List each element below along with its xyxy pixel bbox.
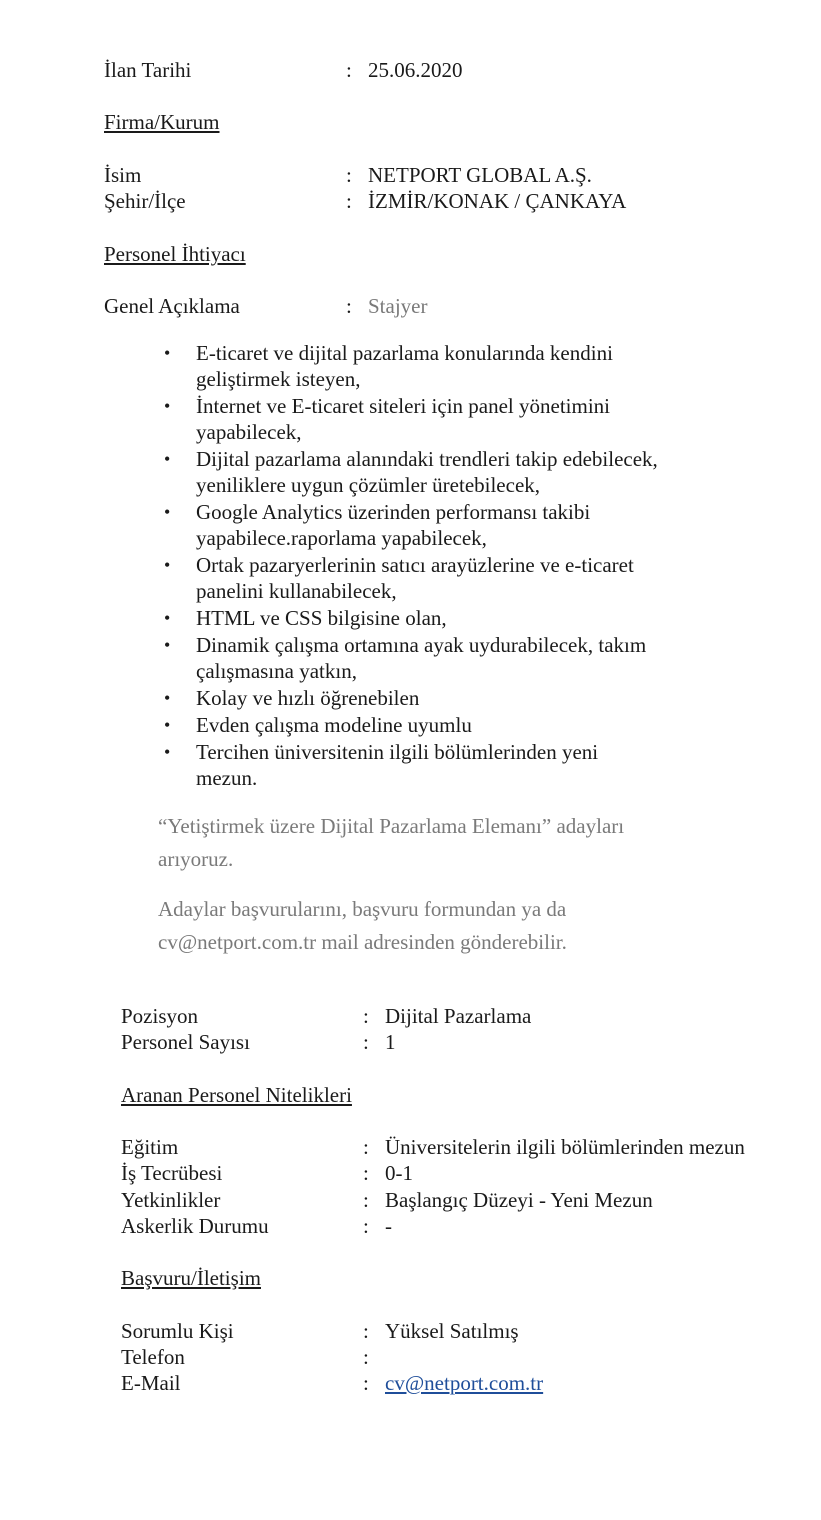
askerlik-value: - bbox=[385, 1214, 392, 1238]
requirement-line: mezun. bbox=[196, 766, 258, 790]
separator: : bbox=[346, 163, 352, 187]
email-link[interactable]: cv@netport.com.tr bbox=[385, 1371, 544, 1395]
sehir-label: Şehir/İlçe bbox=[104, 189, 186, 213]
separator: : bbox=[363, 1161, 369, 1185]
requirement-line: geliştirmek isteyen, bbox=[196, 367, 361, 391]
requirement-item bbox=[158, 552, 718, 604]
requirement-item bbox=[158, 499, 718, 551]
basvuru-heading: Başvuru/İletişim bbox=[121, 1266, 261, 1290]
requirement-line: Ortak pazaryerlerinin satıcı arayüzlerine ve e-ticaret bbox=[196, 553, 634, 577]
pozisyon-row bbox=[121, 1003, 801, 1029]
separator: : bbox=[363, 1371, 369, 1395]
requirement-line: Dijital pazarlama alanındaki trendleri takip edebilecek, bbox=[196, 447, 658, 471]
pozisyon-label: Pozisyon bbox=[121, 1004, 199, 1028]
personel-sayisi-value: 1 bbox=[385, 1030, 396, 1054]
bullet-icon: • bbox=[164, 555, 171, 575]
isim-value: NETPORT GLOBAL A.Ş. bbox=[368, 163, 592, 187]
genel-aciklama-row bbox=[104, 293, 704, 319]
requirement-line: İnternet ve E-ticaret siteleri için panel yönetimini bbox=[196, 394, 611, 418]
yetkinlikler-value: Başlangıç Düzeyi - Yeni Mezun bbox=[385, 1188, 653, 1212]
genel-aciklama-value: Stajyer bbox=[368, 294, 428, 318]
bullet-icon: • bbox=[164, 608, 171, 628]
application-line-1: Adaylar başvurularını, başvuru formundan ya da bbox=[158, 897, 567, 921]
requirement-line: panelini kullanabilecek, bbox=[196, 579, 397, 603]
sorumlu-kisi-label: Sorumlu Kişi bbox=[121, 1319, 234, 1343]
separator: : bbox=[363, 1004, 369, 1028]
bullet-icon: • bbox=[164, 635, 171, 655]
requirement-item bbox=[158, 446, 718, 498]
requirement-item bbox=[158, 393, 718, 445]
requirement-line: yapabilece.raporlama yapabilecek, bbox=[196, 526, 487, 550]
requirement-item bbox=[158, 605, 718, 631]
personel-heading: Personel İhtiyacı bbox=[104, 242, 246, 266]
bullet-icon: • bbox=[164, 396, 171, 416]
separator: : bbox=[346, 189, 352, 213]
requirement-line: Kolay ve hızlı öğrenebilen bbox=[196, 686, 420, 710]
requirement-item bbox=[158, 739, 718, 791]
bullet-icon: • bbox=[164, 502, 171, 522]
isim-row bbox=[104, 162, 704, 188]
personel-sayisi-label: Personel Sayısı bbox=[121, 1030, 250, 1054]
is-tecrubesi-value: 0-1 bbox=[385, 1161, 413, 1185]
requirement-item bbox=[158, 632, 718, 684]
ilan-tarihi-label: İlan Tarihi bbox=[104, 58, 192, 82]
requirement-item bbox=[158, 712, 718, 738]
requirement-line: HTML ve CSS bilgisine olan, bbox=[196, 606, 447, 630]
requirement-line: Tercihen üniversitenin ilgili bölümlerinden yeni bbox=[196, 740, 599, 764]
intro-paragraph bbox=[158, 810, 718, 876]
requirement-line: Google Analytics üzerinden performansı takibi bbox=[196, 500, 591, 524]
requirement-line: yeniliklere uygun çözümler üretebilecek, bbox=[196, 473, 541, 497]
requirement-line: çalışmasına yatkın, bbox=[196, 659, 357, 683]
ilan-tarihi-value: 25.06.2020 bbox=[368, 58, 463, 82]
separator: : bbox=[363, 1188, 369, 1212]
egitim-value: Üniversitelerin ilgili bölümlerinden mezun bbox=[385, 1135, 745, 1159]
separator: : bbox=[363, 1345, 369, 1369]
separator: : bbox=[363, 1135, 369, 1159]
egitim-label: Eğitim bbox=[121, 1135, 179, 1159]
requirement-item bbox=[158, 685, 718, 711]
ilan-tarihi-row bbox=[104, 57, 704, 83]
bullet-icon: • bbox=[164, 343, 171, 363]
requirement-line: E-ticaret ve dijital pazarlama konularında kendini bbox=[196, 341, 613, 365]
pozisyon-value: Dijital Pazarlama bbox=[385, 1004, 532, 1028]
isim-label: İsim bbox=[104, 163, 142, 187]
separator: : bbox=[346, 58, 352, 82]
telefon-label: Telefon bbox=[121, 1345, 185, 1369]
sehir-row bbox=[104, 188, 704, 214]
askerlik-row bbox=[121, 1213, 801, 1239]
is-tecrubesi-label: İş Tecrübesi bbox=[121, 1161, 223, 1185]
bullet-icon: • bbox=[164, 449, 171, 469]
application-paragraph bbox=[158, 893, 718, 959]
genel-aciklama-label: Genel Açıklama bbox=[104, 294, 240, 318]
yetkinlikler-label: Yetkinlikler bbox=[121, 1188, 221, 1212]
intro-line-1: “Yetiştirmek üzere Dijital Pazarlama Elemanı” adayları bbox=[158, 814, 625, 838]
telefon-row bbox=[121, 1344, 801, 1370]
email-row bbox=[121, 1370, 801, 1396]
sehir-value: İZMİR/KONAK / ÇANKAYA bbox=[368, 189, 627, 213]
requirement-line: Evden çalışma modeline uyumlu bbox=[196, 713, 472, 737]
requirement-item bbox=[158, 340, 718, 392]
application-line-2: cv@netport.com.tr mail adresinden gönderebilir. bbox=[158, 930, 567, 954]
nitelikler-heading: Aranan Personel Nitelikleri bbox=[121, 1083, 352, 1107]
bullet-icon: • bbox=[164, 688, 171, 708]
personel-sayisi-row bbox=[121, 1029, 801, 1055]
bullet-icon: • bbox=[164, 742, 171, 762]
intro-line-2: arıyoruz. bbox=[158, 847, 234, 871]
sorumlu-kisi-row bbox=[121, 1318, 801, 1344]
separator: : bbox=[363, 1030, 369, 1054]
egitim-row bbox=[121, 1134, 811, 1160]
requirements-list bbox=[158, 340, 718, 792]
requirement-line: Dinamik çalışma ortamına ayak uydurabilecek, takım bbox=[196, 633, 647, 657]
email-label: E-Mail bbox=[121, 1371, 181, 1395]
bullet-icon: • bbox=[164, 715, 171, 735]
askerlik-label: Askerlik Durumu bbox=[121, 1214, 269, 1238]
requirement-line: yapabilecek, bbox=[196, 420, 302, 444]
sorumlu-kisi-value: Yüksel Satılmış bbox=[385, 1319, 519, 1343]
firma-heading: Firma/Kurum bbox=[104, 110, 220, 134]
separator: : bbox=[363, 1319, 369, 1343]
is-tecrubesi-row bbox=[121, 1160, 801, 1186]
yetkinlikler-row bbox=[121, 1187, 801, 1213]
separator: : bbox=[363, 1214, 369, 1238]
separator: : bbox=[346, 294, 352, 318]
